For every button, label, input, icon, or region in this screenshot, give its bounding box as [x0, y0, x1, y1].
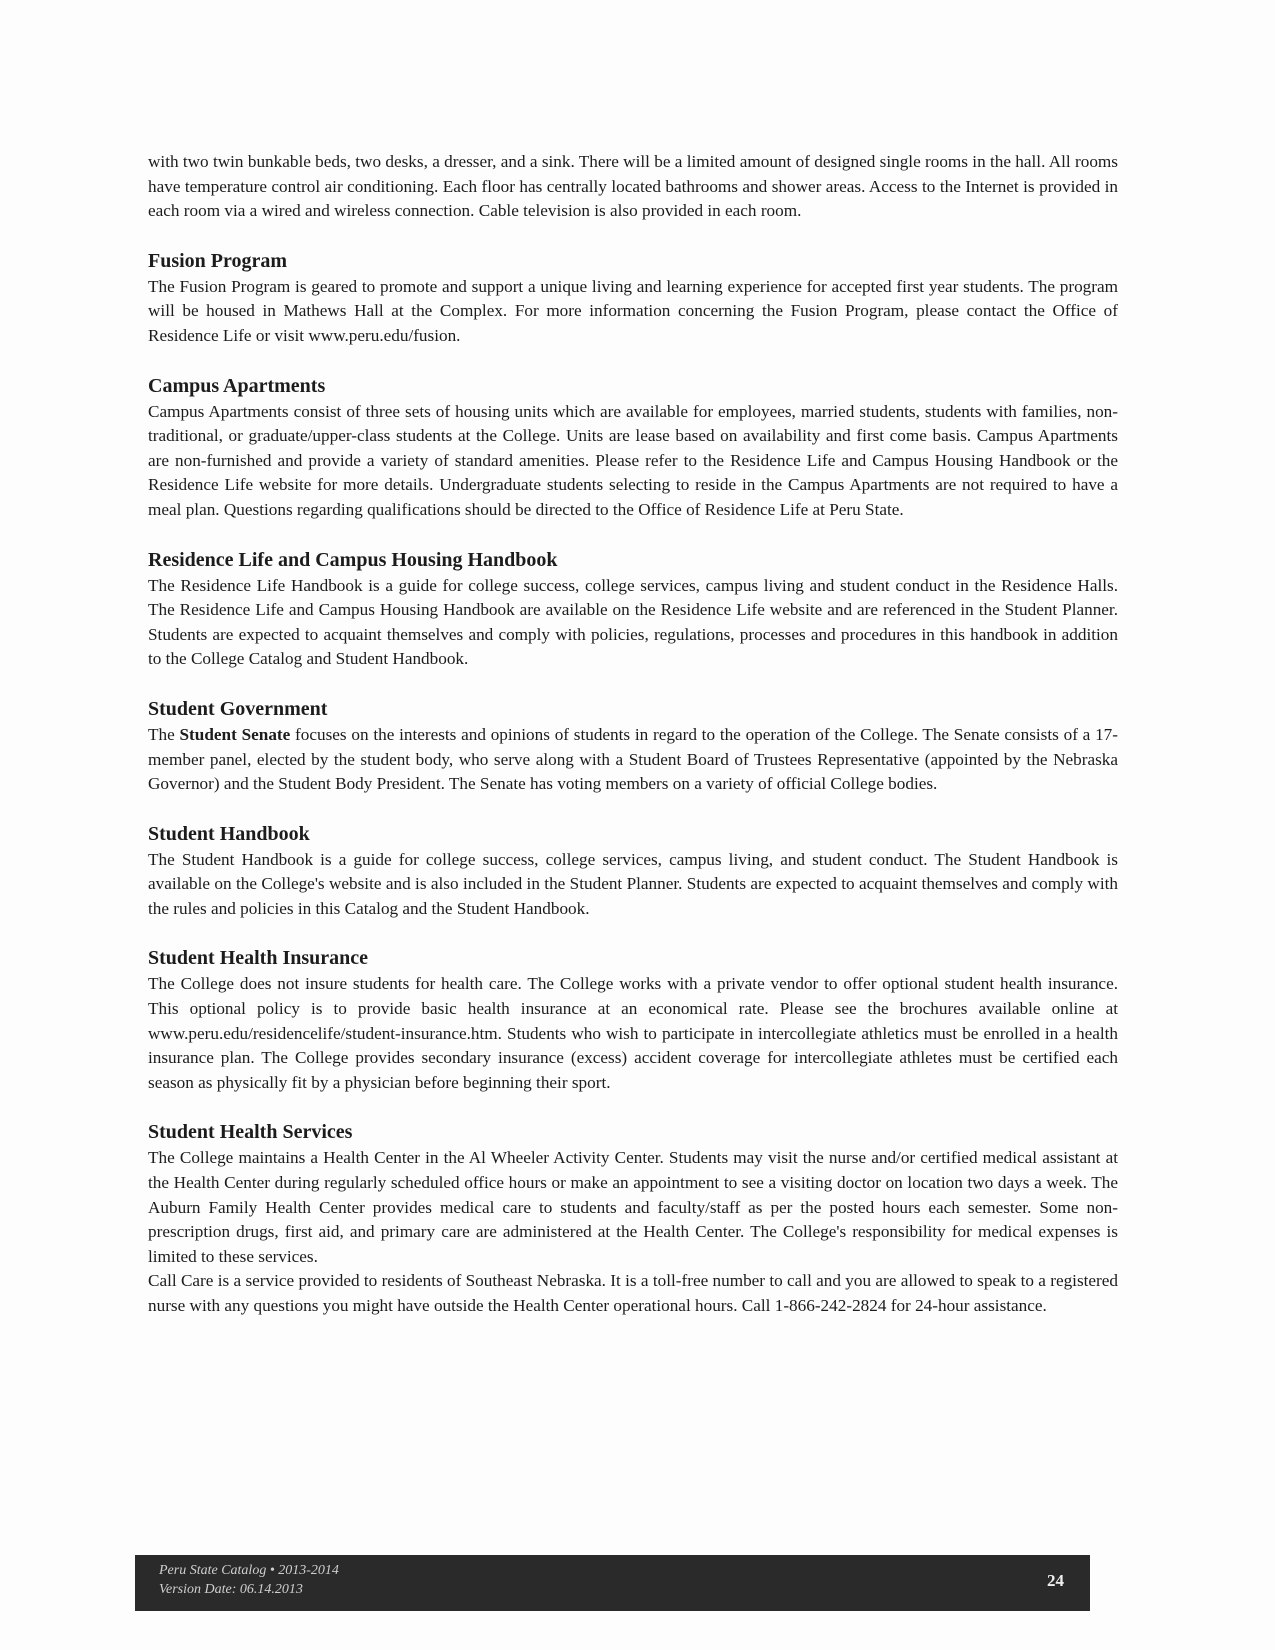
section-heading: Residence Life and Campus Housing Handbook	[148, 548, 558, 571]
section-body: The Fusion Program is geared to promote and support a unique living and learning experience for accepted first year students. The program will be housed in Mathews Hall at the Complex. For more information concerning the Fusion Program, please contact the Office of Residence Life or visit www.peru.edu/fusion.	[148, 276, 1118, 345]
footer-version-line: Version Date: 06.14.2013	[159, 1582, 303, 1597]
section-body: Campus Apartments consist of three sets of housing units which are available for employees, married students, students with families, non-traditional, or graduate/upper-class students at the College. Units are lease based on availability and first come basis. Campus Apartments are non-furnished and provide a variety of standard amenities. Please refer to the Residence Life and Campus Housing Handbook or the Residence Life website for more details. Undergraduate students selecting to reside in the Campus Apartments are not required to have a meal plan. Questions regarding qualifications should be directed to the Office of Residence Life at Peru State.	[148, 401, 1118, 519]
call-care-paragraph: Call Care is a service provided to residents of Southeast Nebraska. It is a toll-free number to call and you are allowed to speak to a registered nurse with any questions you might have outside the Health Center operational hours. Call 1-866-242-2824 for 24-hour assistance.	[148, 1271, 1118, 1315]
section-body-prefix: The	[148, 724, 180, 744]
section-student-handbook	[148, 821, 1118, 922]
section-body: The College maintains a Health Center in the Al Wheeler Activity Center. Students may visit the nurse and/or certified medical assistant at the Health Center during regularly scheduled office hours or make an appointment to see a visiting doctor on location two days a week. The Auburn Family Health Center provides medical care to students and faculty/staff as per the posted hours each semester. Some non-prescription drugs, first aid, and primary care are administered at the Health Center. The College's responsibility for medical expenses is limited to these services.	[148, 1148, 1118, 1266]
section-heading: Student Health Insurance	[148, 947, 369, 970]
section-heading: Fusion Program	[148, 249, 288, 272]
section-campus-apartments	[148, 373, 1118, 523]
intro-paragraph: with two twin bunkable beds, two desks, a dresser, and a sink. There will be a limited amount of designed single rooms in the hall. All rooms have temperature control air conditioning. Each floor has centrally located bathrooms and shower areas. Access to the Internet is provided in each room via a wired and wireless connection. Cable television is also provided in each room.	[148, 152, 1118, 221]
page-content	[148, 150, 1118, 1319]
section-heading: Student Health Services	[148, 1121, 353, 1144]
page-footer	[135, 1555, 1090, 1611]
section-student-health-insurance	[148, 945, 1118, 1095]
section-body: The Residence Life Handbook is a guide for college success, college services, campus living and student conduct in the Residence Halls. The Residence Life and Campus Housing Handbook are available on the Residence Life website and are referenced in the Student Planner. Students are expected to acquaint themselves and comply with policies, regulations, processes and procedures in this handbook in addition to the College Catalog and Student Handbook.	[148, 575, 1118, 669]
student-senate-term: Student Senate	[179, 724, 291, 744]
section-heading: Student Handbook	[148, 822, 310, 845]
section-fusion-program	[148, 248, 1118, 349]
section-body	[148, 723, 1118, 797]
footer-catalog-line: Peru State Catalog • 2013-2014	[159, 1563, 339, 1578]
section-body-rest: focuses on the interests and opinions of students in regard to the operation of the College. The Senate consists of a 17-member panel, elected by the student body, who serve along with a Student Board of Trustees Representative (appointed by the Nebraska Governor) and the Student Body President. The Senate has voting members on a variety of official College bodies.	[148, 724, 1118, 794]
section-student-government	[148, 696, 1118, 797]
page-number: 24	[1047, 1571, 1064, 1590]
footer-catalog-info	[159, 1561, 339, 1599]
section-residence-life-handbook	[148, 547, 1118, 672]
section-body: The College does not insure students for health care. The College works with a private vendor to offer optional student health insurance. This optional policy is to provide basic health insurance at an economical rate. Please see the brochures available online at www.peru.edu/residencelife/student-insurance.htm. Students who wish to participate in intercollegiate athletics must be enrolled in a health insurance plan. The College provides secondary insurance (excess) accident coverage for intercollegiate athletes must be certified each season as physically fit by a physician before beginning their sport.	[148, 974, 1118, 1092]
section-heading: Student Government	[148, 697, 328, 720]
section-student-health-services	[148, 1119, 1118, 1318]
section-body: The Student Handbook is a guide for college success, college services, campus living, and student conduct. The Student Handbook is available on the College's website and is also included in the Student Planner. Students are expected to acquaint themselves and comply with the rules and policies in this Catalog and the Student Handbook.	[148, 849, 1118, 918]
section-heading: Campus Apartments	[148, 374, 326, 397]
